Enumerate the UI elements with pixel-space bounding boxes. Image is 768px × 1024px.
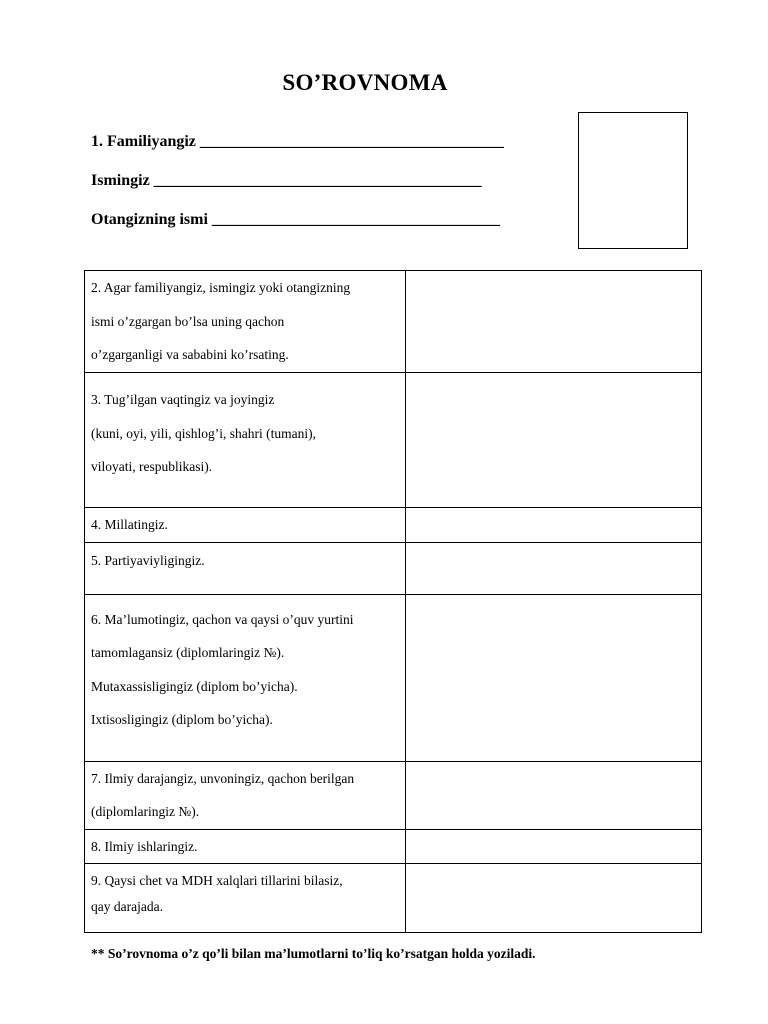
question-text: (kuni, oyi, yili, qishlog’i, shahri (tumani), [91,425,316,441]
question-text: Mutaxassisligingiz (diplom bo’yicha). [91,678,298,694]
table-row [85,761,702,829]
question-cell [85,594,406,761]
question-text: (diplomlaringiz №). [91,804,200,819]
surname-field[interactable]: 1. Familiyangiz ______________________________________ [91,133,504,150]
answer-cell[interactable] [406,271,702,373]
answer-cell[interactable] [406,373,702,508]
question-cell [85,271,406,373]
table-row [85,271,702,373]
question-cell [85,373,406,508]
question-text: ismi o’zgargan bo’lsa uning qachon [91,313,285,329]
table-row [85,373,702,508]
question-text: 4. Millatingiz. [91,517,168,532]
answer-cell[interactable] [406,594,702,761]
page-title: SO’ROVNOMA [282,70,448,95]
question-cell [85,864,406,933]
question-text: 8. Ilmiy ishlaringiz. [91,838,198,854]
question-text: Ixtisosligingiz (diplom bo’yicha). [91,712,273,727]
name-field[interactable]: Ismingiz _________________________________________ [91,172,482,189]
table-row [85,864,702,933]
question-cell [85,542,406,594]
question-text: 9. Qaysi chet va MDH xalqlari tillarini bilasiz, [91,873,343,888]
answer-cell[interactable] [406,864,702,933]
question-text: 2. Agar familiyangiz, ismingiz yoki otangizning [91,280,351,295]
answer-cell[interactable] [406,542,702,594]
photo-box [578,112,688,249]
table-row [85,508,702,543]
question-cell [85,829,406,864]
question-text: o’zgarganligi va sababini ko’rsating. [91,347,289,362]
question-text: 3. Tug’ilgan vaqtingiz va joyingiz [91,392,275,407]
table-row [85,542,702,594]
question-text: qay darajada. [91,899,163,914]
answer-cell[interactable] [406,508,702,543]
question-text: 6. Ma’lumotingiz, qachon va qaysi o’quv yurtini [91,611,354,627]
question-text: viloyati, respublikasi). [91,459,213,474]
question-text: 7. Ilmiy darajangiz, unvoningiz, qachon berilgan [91,770,355,786]
table-row [85,594,702,761]
answer-cell[interactable] [406,829,702,864]
table-row [85,829,702,864]
question-cell [85,761,406,829]
patronymic-field[interactable]: Otangizning ismi ____________________________________ [91,211,500,228]
question-cell [85,508,406,543]
footnote: ** So’rovnoma o’z qo’li bilan ma’lumotlarni to’liq ko’rsatgan holda yoziladi. [91,946,536,961]
question-text: tamomlagansiz (diplomlaringiz №). [91,645,285,660]
answer-cell[interactable] [406,761,702,829]
question-text: 5. Partiyaviyligingiz. [91,552,205,568]
questionnaire-table [84,270,702,933]
